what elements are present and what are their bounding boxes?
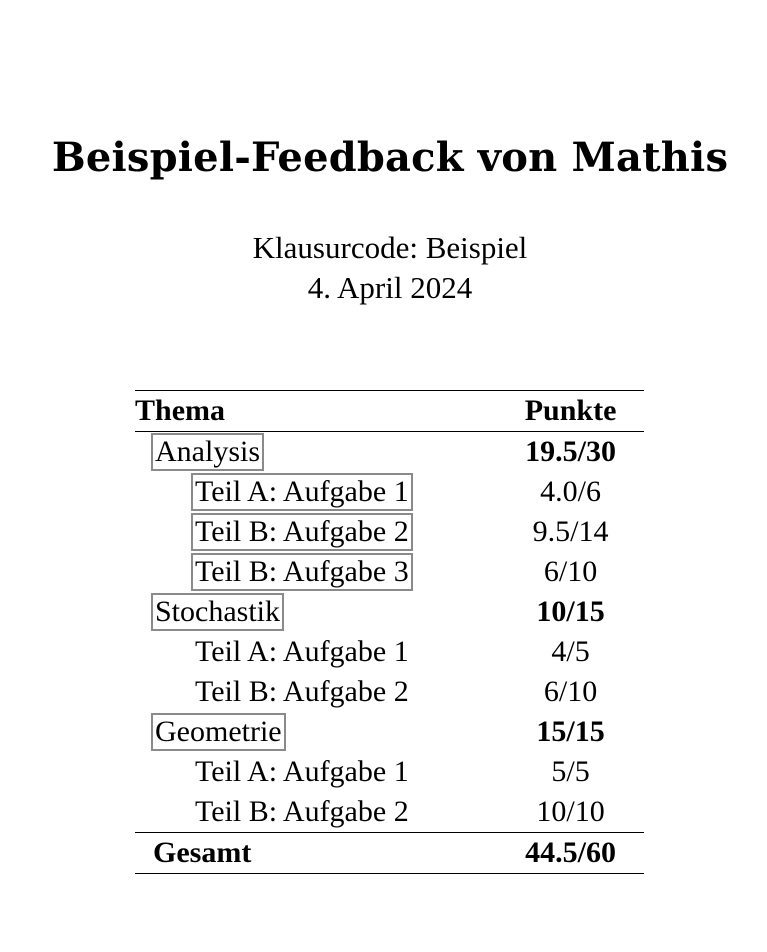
task-label: Teil B: Aufgabe 2 (195, 675, 409, 708)
points-value: 5/5 (551, 755, 590, 788)
total-points: 44.5/60 (525, 836, 616, 869)
task-label: Teil A: Aufgabe 1 (195, 755, 409, 788)
points-value: 19.5/30 (525, 435, 616, 468)
points-value: 10/10 (536, 795, 605, 828)
points-value: 9.5/14 (532, 515, 609, 548)
header-topic: Thema (135, 394, 225, 427)
header-points: Punkte (524, 394, 617, 427)
table-row (135, 792, 644, 833)
exam-date: 4. April 2024 (307, 270, 473, 305)
task-link-analysis-b3[interactable]: Teil B: Aufgabe 3 (191, 553, 413, 591)
table-row (135, 592, 644, 632)
table-row (135, 752, 644, 792)
score-table (135, 390, 644, 874)
document-title: Beispiel-Feedback von Mathis (51, 134, 729, 181)
points-value: 4.0/6 (540, 475, 601, 508)
task-label: Teil B: Aufgabe 2 (195, 795, 409, 828)
topic-link-stochastik[interactable]: Stochastik (151, 593, 284, 631)
points-value: 15/15 (536, 715, 605, 748)
table-row (135, 432, 644, 473)
table-row (135, 672, 644, 712)
table-row (135, 712, 644, 752)
task-label: Teil A: Aufgabe 1 (195, 635, 409, 668)
task-link-analysis-b2[interactable]: Teil B: Aufgabe 2 (191, 513, 413, 551)
points-value: 6/10 (543, 675, 598, 708)
table-row (135, 472, 644, 512)
points-value: 6/10 (543, 555, 598, 588)
table-row (135, 632, 644, 672)
table-row (135, 512, 644, 552)
total-row (135, 833, 644, 874)
total-label: Gesamt (153, 836, 252, 869)
table-header-row (135, 391, 644, 432)
table-row (135, 552, 644, 592)
exam-code: Klausurcode: Beispiel (252, 230, 528, 265)
topic-link-geometrie[interactable]: Geometrie (151, 713, 286, 751)
task-link-analysis-a1[interactable]: Teil A: Aufgabe 1 (191, 473, 413, 511)
topic-link-analysis[interactable]: Analysis (151, 433, 264, 471)
points-value: 10/15 (536, 595, 605, 628)
points-value: 4/5 (551, 635, 590, 668)
